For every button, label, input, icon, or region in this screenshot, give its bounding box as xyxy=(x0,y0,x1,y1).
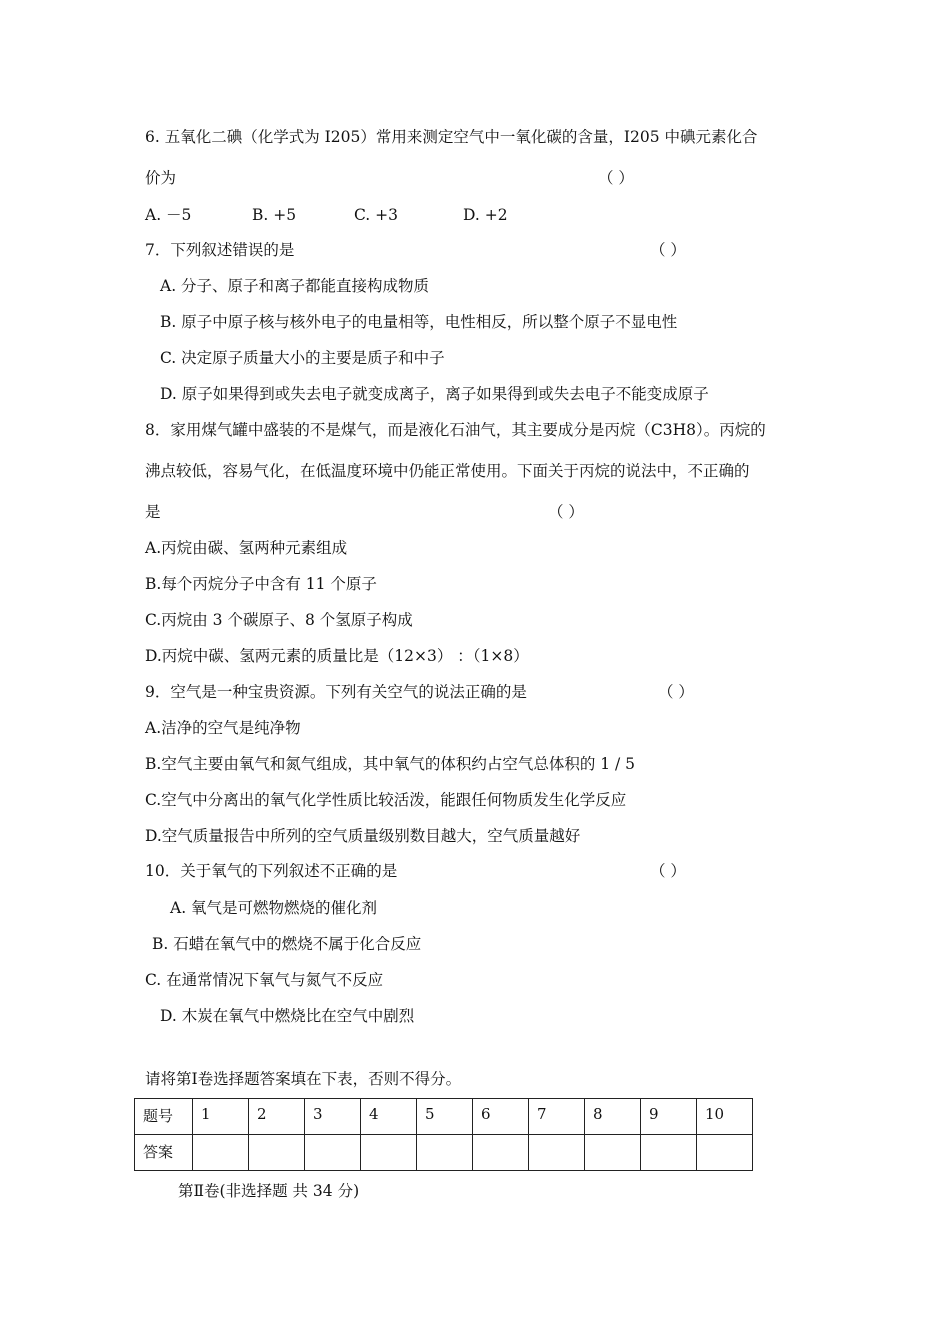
q8-stem-line3: 是 xyxy=(145,503,161,521)
q7-option-a: A. 分子、原子和离子都能直接构成物质 xyxy=(160,277,430,295)
q8-answer-paren: （ ） xyxy=(548,503,584,521)
q10-option-c: C. 在通常情况下氧气与氮气不反应 xyxy=(145,971,384,989)
q6-stem-line2: 价为 xyxy=(145,169,177,187)
answer-cell[interactable] xyxy=(417,1135,473,1171)
answer-cell[interactable] xyxy=(361,1135,417,1171)
answer-table-answer-row xyxy=(135,1135,753,1171)
q6-answer-paren: （ ） xyxy=(598,169,634,187)
answer-cell[interactable] xyxy=(697,1135,753,1171)
q6-option-a: A. －5 xyxy=(145,206,192,224)
answer-table-header-row xyxy=(135,1099,753,1135)
q7-option-d: D. 原子如果得到或失去电子就变成离子，离子如果得到或失去电子不能变成原子 xyxy=(160,385,709,403)
answer-cell[interactable] xyxy=(473,1135,529,1171)
q6-option-d: D. +2 xyxy=(463,206,508,224)
q8-option-c: C.丙烷由 3 个碳原子、8 个氢原子构成 xyxy=(145,611,413,629)
q7-option-b: B. 原子中原子核与核外电子的电量相等，电性相反，所以整个原子不显电性 xyxy=(160,313,678,331)
question-number-cell: 3 xyxy=(305,1099,361,1135)
question-number-cell: 6 xyxy=(473,1099,529,1135)
q10-option-a: A. 氧气是可燃物燃烧的催化剂 xyxy=(170,899,378,917)
q8-option-d: D.丙烷中碳、氢两元素的质量比是（12×3） ：（1×8） xyxy=(145,647,529,665)
section2-heading: 第Ⅱ卷(非选择题 共 34 分) xyxy=(178,1182,360,1200)
answer-cell[interactable] xyxy=(585,1135,641,1171)
question-number-cell: 10 xyxy=(697,1099,753,1135)
q9-stem: 9．空气是一种宝贵资源。下列有关空气的说法正确的是 xyxy=(145,683,527,701)
q7-stem: 7．下列叙述错误的是 xyxy=(145,241,295,259)
q8-stem-line2: 沸点较低，容易气化，在低温度环境中仍能正常使用。下面关于丙烷的说法中，不正确的 xyxy=(145,462,750,480)
answer-cell[interactable] xyxy=(249,1135,305,1171)
q6-stem-line1: 6. 五氧化二碘（化学式为 I205）常用来测定空气中一氧化碳的含量，I205 中碘元素化合 xyxy=(145,128,758,146)
question-number-cell: 1 xyxy=(193,1099,249,1135)
question-number-cell: 9 xyxy=(641,1099,697,1135)
q9-option-d: D.空气质量报告中所列的空气质量级别数目越大，空气质量越好 xyxy=(145,827,581,845)
answer-instruction: 请将第Ⅰ卷选择题答案填在下表，否则不得分。 xyxy=(145,1070,462,1088)
q9-answer-paren: （ ） xyxy=(658,683,694,701)
question-number-cell: 7 xyxy=(529,1099,585,1135)
q10-option-d: D. 木炭在氧气中燃烧比在空气中剧烈 xyxy=(160,1007,415,1025)
q9-option-b: B.空气主要由氧气和氮气组成，其中氧气的体积约占空气总体积的 1 / 5 xyxy=(145,755,636,773)
q8-stem-line1: 8．家用煤气罐中盛装的不是煤气，而是液化石油气，其主要成分是丙烷（C3H8）。丙烷的 xyxy=(145,421,766,439)
q7-answer-paren: （ ） xyxy=(650,241,686,259)
answer-cell[interactable] xyxy=(641,1135,697,1171)
answer-cell[interactable] xyxy=(305,1135,361,1171)
q9-option-c: C.空气中分离出的氧气化学性质比较活泼，能跟任何物质发生化学反应 xyxy=(145,791,627,809)
q10-stem: 10．关于氧气的下列叙述不正确的是 xyxy=(145,862,398,880)
q10-option-b: B. 石蜡在氧气中的燃烧不属于化合反应 xyxy=(152,935,422,953)
question-number-cell: 2 xyxy=(249,1099,305,1135)
answer-table xyxy=(134,1098,753,1171)
q6-option-b: B. +5 xyxy=(252,206,297,224)
question-number-cell: 4 xyxy=(361,1099,417,1135)
q7-option-c: C. 决定原子质量大小的主要是质子和中子 xyxy=(160,349,445,367)
answer-cell[interactable] xyxy=(193,1135,249,1171)
answer-cell[interactable] xyxy=(529,1135,585,1171)
q10-answer-paren: （ ） xyxy=(650,862,686,880)
q8-option-a: A.丙烷由碳、氢两种元素组成 xyxy=(145,539,348,557)
q8-option-b: B.每个丙烷分子中含有 11 个原子 xyxy=(145,575,377,593)
answer-label: 答案 xyxy=(135,1135,193,1171)
question-number-cell: 5 xyxy=(417,1099,473,1135)
question-number-label: 题号 xyxy=(135,1099,193,1135)
q6-option-c: C. +3 xyxy=(354,206,399,224)
question-number-cell: 8 xyxy=(585,1099,641,1135)
q9-option-a: A.洁净的空气是纯净物 xyxy=(145,719,301,737)
